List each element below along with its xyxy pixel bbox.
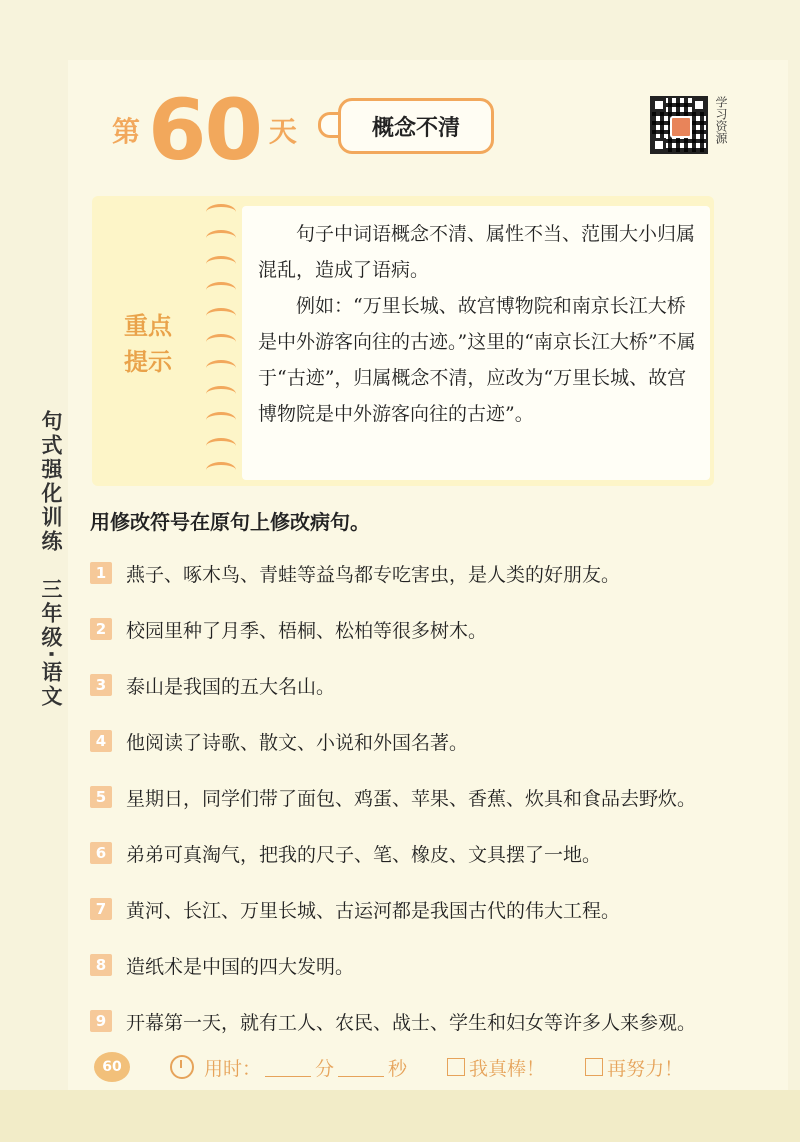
ring-icon xyxy=(206,412,236,428)
topic-title: 概念不清 xyxy=(338,98,494,154)
item-sentence: 泰山是我国的五大名山。 xyxy=(126,675,336,698)
key-label-line2: 提示 xyxy=(124,347,172,376)
ring-icon xyxy=(206,360,236,376)
day-number: 60 xyxy=(148,81,261,179)
key-points-label xyxy=(118,308,178,380)
item-number: 1 xyxy=(90,562,112,584)
time-label: 用时： xyxy=(204,1057,262,1080)
try-again-checkbox[interactable] xyxy=(585,1058,603,1076)
item-number: 9 xyxy=(90,1010,112,1032)
qr-corner-icon xyxy=(692,98,706,112)
item-number: 2 xyxy=(90,618,112,640)
item-number: 8 xyxy=(90,954,112,976)
exercise-instruction: 用修改符号在原句上修改病句。 xyxy=(90,510,370,534)
item-sentence: 造纸术是中国的四大发明。 xyxy=(126,955,355,978)
binder-rings xyxy=(206,204,242,480)
ring-icon xyxy=(206,308,236,324)
day-prefix: 第 xyxy=(112,115,141,148)
item-sentence: 他阅读了诗歌、散文、小说和外国名著。 xyxy=(126,731,469,754)
page-number: 60 xyxy=(94,1052,130,1082)
qr-corner-icon xyxy=(652,138,666,152)
key-label-line1: 重点 xyxy=(124,311,172,340)
exercise-item xyxy=(90,556,620,590)
ring-icon xyxy=(206,462,236,478)
qr-label: 学习资源 xyxy=(714,96,728,144)
key-paragraph-2: 例如：“万里长城、故宫博物院和南京长江大桥是中外游客向往的古迹。”这里的“南京长江大桥”不属于“古迹”，归属概念不清，应改为“万里长城、故宫博物院是中外游客向往的古迹”。 xyxy=(258,295,696,425)
second-blank[interactable] xyxy=(338,1058,384,1077)
item-sentence: 燕子、啄木鸟、青蛙等益鸟都专吃害虫，是人类的好朋友。 xyxy=(126,563,621,586)
key-paragraph-1: 句子中词语概念不清、属性不当、范围大小归属混乱，造成了语病。 xyxy=(258,223,696,281)
ring-icon xyxy=(206,282,236,298)
try-again-label: 再努力！ xyxy=(607,1057,684,1080)
qr-logo-icon xyxy=(670,116,692,138)
great-label: 我真棒！ xyxy=(469,1057,546,1080)
footer-timer xyxy=(170,1052,683,1082)
key-points-text xyxy=(258,216,702,432)
exercise-item xyxy=(90,724,468,758)
exercise-item xyxy=(90,668,335,702)
day-suffix: 天 xyxy=(268,115,297,148)
great-checkbox[interactable] xyxy=(447,1058,465,1076)
exercise-item xyxy=(90,892,620,926)
exercise-item xyxy=(90,948,354,982)
ring-icon xyxy=(206,204,236,220)
item-number: 4 xyxy=(90,730,112,752)
exercise-item xyxy=(90,1004,696,1038)
qr-corner-icon xyxy=(652,98,666,112)
item-sentence: 黄河、长江、万里长城、古运河都是我国古代的伟大工程。 xyxy=(126,899,621,922)
exercise-item xyxy=(90,780,696,814)
side-label: 句式强化训练 三年级·语文 xyxy=(39,410,63,709)
ring-icon xyxy=(206,438,236,454)
day-heading xyxy=(112,81,297,179)
item-sentence: 弟弟可真淘气，把我的尺子、笔、橡皮、文具摆了一地。 xyxy=(126,843,602,866)
item-sentence: 开幕第一天，就有工人、农民、战士、学生和妇女等许多人来参观。 xyxy=(126,1011,697,1034)
second-label: 秒 xyxy=(388,1057,408,1080)
ring-icon xyxy=(206,230,236,246)
item-number: 7 xyxy=(90,898,112,920)
item-number: 3 xyxy=(90,674,112,696)
ring-icon xyxy=(206,334,236,350)
minute-blank[interactable] xyxy=(265,1058,311,1077)
alarm-clock-icon xyxy=(170,1055,194,1079)
ring-icon xyxy=(206,256,236,272)
exercise-item xyxy=(90,836,601,870)
item-sentence: 校园里种了月季、梧桐、松柏等很多树木。 xyxy=(126,619,488,642)
bottom-band xyxy=(0,1090,800,1142)
item-number: 6 xyxy=(90,842,112,864)
item-sentence: 星期日，同学们带了面包、鸡蛋、苹果、香蕉、炊具和食品去野炊。 xyxy=(126,787,697,810)
exercise-item xyxy=(90,612,487,646)
minute-label: 分 xyxy=(315,1057,335,1080)
ring-icon xyxy=(206,386,236,402)
item-number: 5 xyxy=(90,786,112,808)
